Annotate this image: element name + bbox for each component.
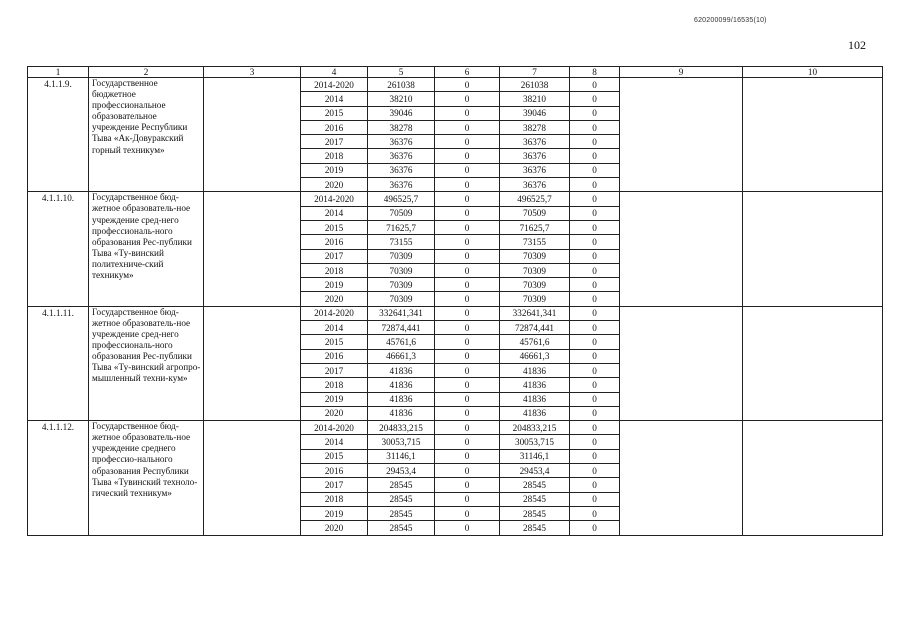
federal-cell: 0 [435, 406, 500, 420]
total-cell: 28545 [368, 506, 435, 520]
table-row [28, 421, 883, 435]
federal-cell: 0 [435, 135, 500, 149]
total-cell: 38210 [368, 92, 435, 106]
extra-budget-cell: 0 [570, 249, 620, 263]
row-code: 4.1.1.12. [28, 421, 89, 535]
table-body [28, 78, 883, 536]
period-cell: 2014-2020 [301, 421, 368, 435]
period-cell: 2015 [301, 335, 368, 349]
federal-cell: 0 [435, 220, 500, 234]
institution-name: Государственное бюд-жетное образователь-ное учреждение среднего профессио-нального образования Республики Тыва «Тувинский техноло-гический техникум» [89, 421, 204, 535]
extra-budget-cell: 0 [570, 78, 620, 92]
federal-cell: 0 [435, 235, 500, 249]
period-cell: 2020 [301, 292, 368, 306]
federal-cell: 0 [435, 78, 500, 92]
federal-cell: 0 [435, 106, 500, 120]
federal-cell: 0 [435, 178, 500, 192]
republic-cell: 70309 [500, 263, 570, 277]
extra-budget-cell: 0 [570, 235, 620, 249]
table-row [28, 306, 883, 320]
republic-cell: 36376 [500, 149, 570, 163]
empty-cell-col9 [620, 421, 743, 535]
extra-budget-cell: 0 [570, 363, 620, 377]
federal-cell: 0 [435, 335, 500, 349]
empty-cell-col10 [743, 421, 883, 535]
extra-budget-cell: 0 [570, 306, 620, 320]
extra-budget-cell: 0 [570, 449, 620, 463]
column-header: 9 [620, 67, 743, 78]
republic-cell: 70309 [500, 249, 570, 263]
period-cell: 2014-2020 [301, 192, 368, 206]
total-cell: 70509 [368, 206, 435, 220]
extra-budget-cell: 0 [570, 192, 620, 206]
extra-budget-cell: 0 [570, 120, 620, 134]
total-cell: 496525,7 [368, 192, 435, 206]
republic-cell: 28545 [500, 506, 570, 520]
total-cell: 38278 [368, 120, 435, 134]
republic-cell: 45761,6 [500, 335, 570, 349]
extra-budget-cell: 0 [570, 292, 620, 306]
column-header: 5 [368, 67, 435, 78]
extra-budget-cell: 0 [570, 435, 620, 449]
total-cell: 46661,3 [368, 349, 435, 363]
republic-cell: 204833,215 [500, 421, 570, 435]
extra-budget-cell: 0 [570, 506, 620, 520]
total-cell: 36376 [368, 149, 435, 163]
federal-cell: 0 [435, 92, 500, 106]
total-cell: 41836 [368, 378, 435, 392]
period-cell: 2020 [301, 178, 368, 192]
total-cell: 70309 [368, 249, 435, 263]
column-header: 8 [570, 67, 620, 78]
column-number-row [28, 67, 883, 78]
period-cell: 2014 [301, 206, 368, 220]
institution-name: Государственное бюджетное профессиональное образовательное учреждение Республики Тыва «Ак-Довуракский горный техникум» [89, 78, 204, 192]
extra-budget-cell: 0 [570, 206, 620, 220]
column-header: 3 [204, 67, 301, 78]
period-cell: 2020 [301, 406, 368, 420]
total-cell: 28545 [368, 478, 435, 492]
extra-budget-cell: 0 [570, 335, 620, 349]
period-cell: 2017 [301, 249, 368, 263]
table-row [28, 192, 883, 206]
republic-cell: 38278 [500, 120, 570, 134]
total-cell: 29453,4 [368, 464, 435, 478]
republic-cell: 332641,341 [500, 306, 570, 320]
republic-cell: 36376 [500, 135, 570, 149]
period-cell: 2017 [301, 135, 368, 149]
extra-budget-cell: 0 [570, 321, 620, 335]
federal-cell: 0 [435, 506, 500, 520]
republic-cell: 72874,441 [500, 321, 570, 335]
period-cell: 2019 [301, 506, 368, 520]
total-cell: 41836 [368, 392, 435, 406]
total-cell: 41836 [368, 363, 435, 377]
row-code: 4.1.1.11. [28, 306, 89, 420]
extra-budget-cell: 0 [570, 378, 620, 392]
row-code: 4.1.1.9. [28, 78, 89, 192]
period-cell: 2016 [301, 235, 368, 249]
republic-cell: 28545 [500, 521, 570, 535]
federal-cell: 0 [435, 149, 500, 163]
period-cell: 2019 [301, 163, 368, 177]
total-cell: 72874,441 [368, 321, 435, 335]
federal-cell: 0 [435, 492, 500, 506]
page-number: 102 [848, 38, 866, 52]
column-header: 6 [435, 67, 500, 78]
total-cell: 70309 [368, 263, 435, 277]
federal-cell: 0 [435, 263, 500, 277]
republic-cell: 41836 [500, 406, 570, 420]
extra-budget-cell: 0 [570, 521, 620, 535]
republic-cell: 28545 [500, 478, 570, 492]
federal-cell: 0 [435, 249, 500, 263]
republic-cell: 71625,7 [500, 220, 570, 234]
document-id: 620200099/16535(10) [694, 17, 767, 24]
budget-table [27, 66, 883, 536]
empty-cell-col3 [204, 421, 301, 535]
federal-cell: 0 [435, 392, 500, 406]
total-cell: 332641,341 [368, 306, 435, 320]
extra-budget-cell: 0 [570, 278, 620, 292]
federal-cell: 0 [435, 120, 500, 134]
federal-cell: 0 [435, 349, 500, 363]
period-cell: 2014 [301, 321, 368, 335]
empty-cell-col10 [743, 192, 883, 306]
row-code: 4.1.1.10. [28, 192, 89, 306]
period-cell: 2017 [301, 478, 368, 492]
extra-budget-cell: 0 [570, 392, 620, 406]
federal-cell: 0 [435, 378, 500, 392]
empty-cell-col3 [204, 192, 301, 306]
federal-cell: 0 [435, 435, 500, 449]
federal-cell: 0 [435, 292, 500, 306]
column-header: 4 [301, 67, 368, 78]
republic-cell: 73155 [500, 235, 570, 249]
federal-cell: 0 [435, 363, 500, 377]
empty-cell-col10 [743, 78, 883, 192]
empty-cell-col9 [620, 192, 743, 306]
extra-budget-cell: 0 [570, 135, 620, 149]
total-cell: 36376 [368, 135, 435, 149]
extra-budget-cell: 0 [570, 92, 620, 106]
republic-cell: 496525,7 [500, 192, 570, 206]
total-cell: 70309 [368, 292, 435, 306]
extra-budget-cell: 0 [570, 349, 620, 363]
period-cell: 2015 [301, 220, 368, 234]
total-cell: 30053,715 [368, 435, 435, 449]
extra-budget-cell: 0 [570, 106, 620, 120]
republic-cell: 30053,715 [500, 435, 570, 449]
total-cell: 28545 [368, 521, 435, 535]
republic-cell: 31146,1 [500, 449, 570, 463]
federal-cell: 0 [435, 163, 500, 177]
empty-cell-col9 [620, 306, 743, 420]
federal-cell: 0 [435, 321, 500, 335]
total-cell: 45761,6 [368, 335, 435, 349]
institution-name: Государственное бюд-жетное образователь-ное учреждение сред-него профессиональ-ного образования Рес-публики Тыва «Ту-винский политехниче-ский техникум» [89, 192, 204, 306]
republic-cell: 28545 [500, 492, 570, 506]
republic-cell: 41836 [500, 392, 570, 406]
federal-cell: 0 [435, 449, 500, 463]
period-cell: 2020 [301, 521, 368, 535]
federal-cell: 0 [435, 278, 500, 292]
extra-budget-cell: 0 [570, 478, 620, 492]
republic-cell: 36376 [500, 178, 570, 192]
federal-cell: 0 [435, 421, 500, 435]
total-cell: 36376 [368, 178, 435, 192]
republic-cell: 36376 [500, 163, 570, 177]
period-cell: 2018 [301, 263, 368, 277]
table-row [28, 78, 883, 92]
total-cell: 73155 [368, 235, 435, 249]
federal-cell: 0 [435, 521, 500, 535]
period-cell: 2015 [301, 449, 368, 463]
extra-budget-cell: 0 [570, 464, 620, 478]
republic-cell: 39046 [500, 106, 570, 120]
period-cell: 2014-2020 [301, 78, 368, 92]
federal-cell: 0 [435, 206, 500, 220]
column-header: 7 [500, 67, 570, 78]
republic-cell: 70509 [500, 206, 570, 220]
total-cell: 204833,215 [368, 421, 435, 435]
extra-budget-cell: 0 [570, 220, 620, 234]
extra-budget-cell: 0 [570, 149, 620, 163]
republic-cell: 261038 [500, 78, 570, 92]
total-cell: 31146,1 [368, 449, 435, 463]
extra-budget-cell: 0 [570, 492, 620, 506]
period-cell: 2019 [301, 278, 368, 292]
extra-budget-cell: 0 [570, 421, 620, 435]
federal-cell: 0 [435, 464, 500, 478]
republic-cell: 29453,4 [500, 464, 570, 478]
extra-budget-cell: 0 [570, 178, 620, 192]
republic-cell: 70309 [500, 278, 570, 292]
total-cell: 41836 [368, 406, 435, 420]
extra-budget-cell: 0 [570, 263, 620, 277]
republic-cell: 41836 [500, 363, 570, 377]
republic-cell: 38210 [500, 92, 570, 106]
period-cell: 2016 [301, 464, 368, 478]
column-header: 10 [743, 67, 883, 78]
extra-budget-cell: 0 [570, 163, 620, 177]
empty-cell-col10 [743, 306, 883, 420]
total-cell: 71625,7 [368, 220, 435, 234]
total-cell: 36376 [368, 163, 435, 177]
period-cell: 2018 [301, 149, 368, 163]
total-cell: 28545 [368, 492, 435, 506]
column-header: 1 [28, 67, 89, 78]
republic-cell: 41836 [500, 378, 570, 392]
total-cell: 39046 [368, 106, 435, 120]
period-cell: 2018 [301, 492, 368, 506]
period-cell: 2014 [301, 435, 368, 449]
period-cell: 2018 [301, 378, 368, 392]
period-cell: 2017 [301, 363, 368, 377]
period-cell: 2015 [301, 106, 368, 120]
period-cell: 2014-2020 [301, 306, 368, 320]
empty-cell-col9 [620, 78, 743, 192]
federal-cell: 0 [435, 192, 500, 206]
institution-name: Государственное бюд-жетное образователь-ное учреждение сред-него профессиональ-ного образования Рес-публики Тыва «Ту-винский агропро-мышленный техни-кум» [89, 306, 204, 420]
column-header: 2 [89, 67, 204, 78]
period-cell: 2016 [301, 349, 368, 363]
total-cell: 261038 [368, 78, 435, 92]
federal-cell: 0 [435, 306, 500, 320]
period-cell: 2019 [301, 392, 368, 406]
republic-cell: 70309 [500, 292, 570, 306]
republic-cell: 46661,3 [500, 349, 570, 363]
extra-budget-cell: 0 [570, 406, 620, 420]
total-cell: 70309 [368, 278, 435, 292]
empty-cell-col3 [204, 306, 301, 420]
period-cell: 2016 [301, 120, 368, 134]
empty-cell-col3 [204, 78, 301, 192]
federal-cell: 0 [435, 478, 500, 492]
period-cell: 2014 [301, 92, 368, 106]
